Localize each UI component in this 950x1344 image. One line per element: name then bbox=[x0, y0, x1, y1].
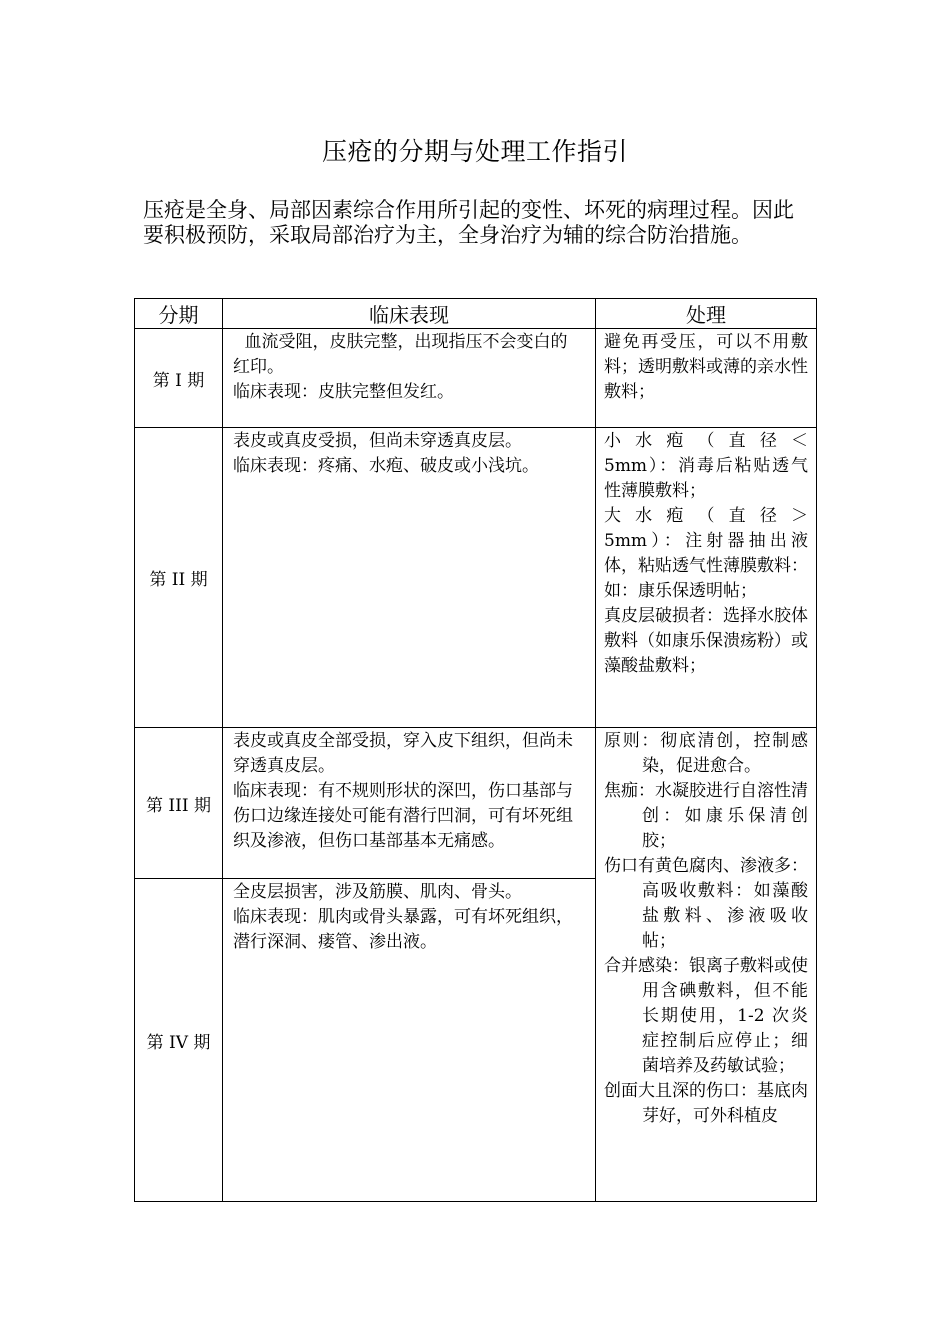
treatment-line: 真皮层破损者：选择水胶体敷料（如康乐保溃疡粉）或藻酸盐敷料； bbox=[604, 606, 808, 676]
clinical-line: 临床表现：有不规则形状的深凹，伤口基部与伤口边缘连接处可能有潜行凹洞，可有坏死组织及渗液，但伤口基部基本无痛感。 bbox=[233, 781, 573, 851]
clinical-line: 全皮层损害，涉及筋膜、肌肉、骨头。 bbox=[233, 882, 522, 902]
stage-cell: 第 I 期 bbox=[135, 329, 223, 428]
treatment-cell bbox=[596, 428, 817, 728]
treatment-line: 原则：彻底清创，控制感染，促进愈合。 bbox=[604, 731, 808, 776]
clinical-cell bbox=[223, 728, 596, 879]
clinical-cell bbox=[223, 329, 596, 428]
clinical-line: 临床表现：皮肤完整但发红。 bbox=[233, 382, 454, 402]
clinical-line: 红印。 bbox=[233, 357, 284, 377]
table-row-stage-1 bbox=[135, 329, 817, 428]
clinical-cell bbox=[223, 879, 596, 1202]
clinical-line: 表皮或真皮受损，但尚未穿透真皮层。 bbox=[233, 431, 522, 451]
table-header-row bbox=[135, 299, 817, 329]
page-title: 压疮的分期与处理工作指引 bbox=[321, 137, 628, 166]
header-clinical: 临床表现 bbox=[223, 299, 596, 329]
treatment-line: 避免再受压，可以不用敷料；透明敷料或薄的亲水性敷料； bbox=[604, 332, 808, 402]
clinical-line: 表皮或真皮全部受损，穿入皮下组织，但尚未穿透真皮层。 bbox=[233, 731, 573, 776]
treatment-cell bbox=[596, 329, 817, 428]
stage-cell: 第 II 期 bbox=[135, 428, 223, 728]
treatment-line: 5mm）：消毒后粘贴透气性薄膜敷料； bbox=[604, 456, 808, 501]
treatment-line: 5mm）：注射器抽出液体，粘贴透气性薄膜敷料：如：康乐保透明帖； bbox=[604, 531, 808, 601]
staging-table bbox=[134, 298, 817, 1202]
clinical-cell bbox=[223, 428, 596, 728]
clinical-line: 血流受阻，皮肤完整，出现指压不会变白的 bbox=[244, 332, 568, 352]
clinical-line: 临床表现：肌肉或骨头暴露，可有坏死组织，潜行深洞、瘘管、渗出液。 bbox=[233, 907, 573, 952]
treatment-line: 创面大且深的伤口：基底肉芽好，可外科植皮 bbox=[604, 1081, 808, 1126]
treatment-line: 焦痂：水凝胶进行自溶性清创：如康乐保清创胶； bbox=[604, 781, 808, 851]
intro-paragraph: 压疮是全身、局部因素综合作用所引起的变性、坏死的病理过程。因此要积极预防，采取局部治疗为主，全身治疗为辅的综合防治措施。 bbox=[143, 198, 794, 247]
header-stage: 分期 bbox=[135, 299, 223, 329]
treatment-line: 小 水 疱 （ 直 径 ＜ bbox=[604, 431, 808, 451]
treatment-line: 伤口有黄色腐肉、渗液多：高吸收敷料：如藻酸盐敷料、渗液吸收帖； bbox=[604, 856, 808, 951]
treatment-line: 合并感染：银离子敷料或使用含碘敷料，但不能长期使用，1-2 次炎症控制后应停止；细菌培养及药敏试验； bbox=[604, 956, 808, 1076]
stage-cell: 第 III 期 bbox=[135, 728, 223, 879]
treatment-cell bbox=[596, 728, 817, 1202]
treatment-line: 大 水 疱 （ 直 径 ＞ bbox=[604, 506, 808, 526]
clinical-line: 临床表现：疼痛、水疱、破皮或小浅坑。 bbox=[233, 456, 539, 476]
stage-cell: 第 IV 期 bbox=[135, 879, 223, 1202]
table-row-stage-3 bbox=[135, 728, 817, 879]
table-row-stage-2 bbox=[135, 428, 817, 728]
header-treatment: 处理 bbox=[596, 299, 817, 329]
